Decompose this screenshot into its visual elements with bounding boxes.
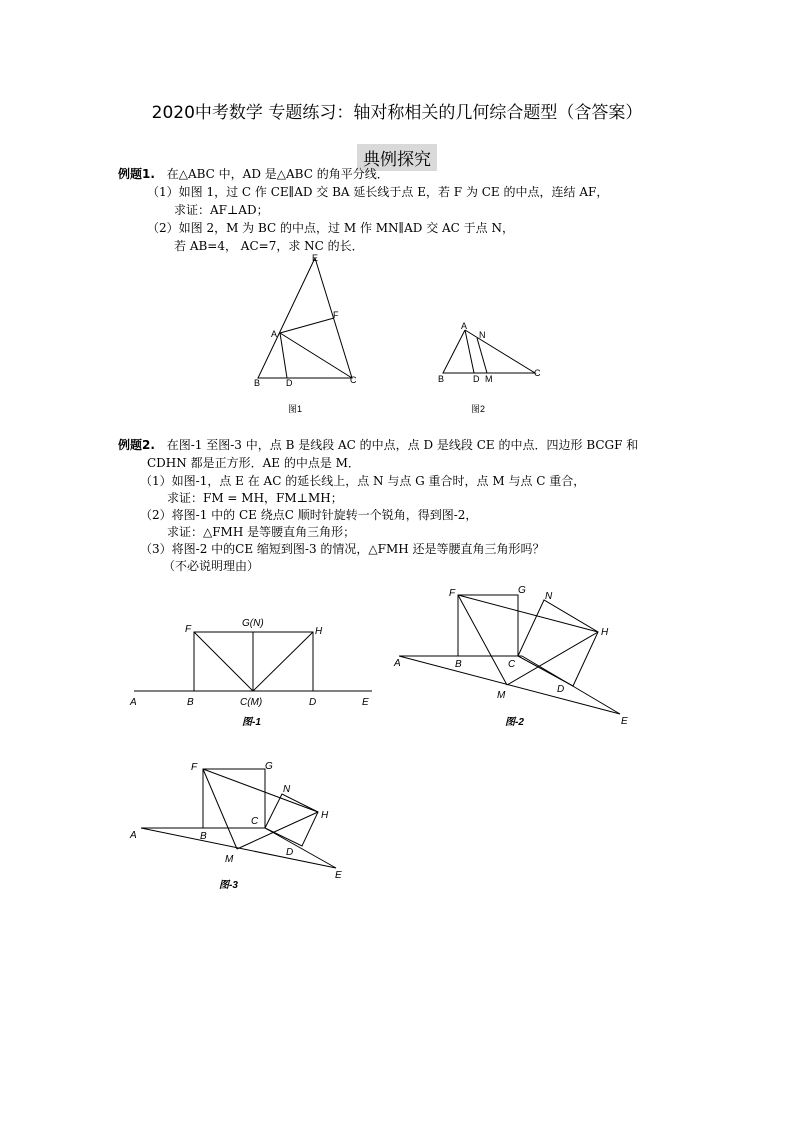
e2f1-label-CM: C(M) xyxy=(240,697,263,708)
example2-stem2: CDHN 都是正方形．AE 的中点是 M． xyxy=(147,456,360,470)
e2f2-square-BCGF xyxy=(458,595,518,656)
fig2-label-D: D xyxy=(473,374,480,384)
example1-q1: （1）如图 1，过 C 作 CE∥AD 交 BA 延长线于点 E，若 F 为 CE 的中点，连结 AF， xyxy=(147,185,609,199)
e3-segment-FM xyxy=(203,769,237,849)
fig1-caption: 图1 xyxy=(288,404,303,414)
example2-label: 例题2. xyxy=(118,438,155,452)
e2f2-label-D: D xyxy=(557,684,565,695)
e3-label-C: C xyxy=(251,816,259,827)
example1-stem: 在△ABC 中，AD 是△ABC 的角平分线． xyxy=(166,167,389,181)
e2f2-label-C: C xyxy=(508,659,516,670)
e3-label-H: H xyxy=(321,810,329,821)
example2-q1b: 求证：FM = MH，FM⊥MH； xyxy=(167,491,343,505)
e3-label-B: B xyxy=(200,831,207,842)
e2f2-label-F: F xyxy=(449,588,456,599)
e2f2-label-M: M xyxy=(497,690,506,701)
example2-q3b: （不必说明理由） xyxy=(163,559,260,573)
e2f2-segment-MH xyxy=(507,632,598,685)
e2f2-caption: 图-2 xyxy=(505,717,524,728)
example2-stem: 在图-1 至图-3 中，点 B 是线段 AC 的中点，点 D 是线段 CE 的中点．四边形 BCGF 和 xyxy=(166,438,639,452)
example1-q2: （2）如图 2，M 为 BC 的中点，过 M 作 MN∥AD 交 AC 于点 N， xyxy=(147,221,514,235)
e2f2-label-B: B xyxy=(455,659,462,670)
example2-q1: （1）如图-1，点 E 在 AC 的延长线上，点 N 与点 G 重合时，点 M 与点 C 重合， xyxy=(140,474,586,488)
e2f1-label-GN: G(N) xyxy=(242,618,264,629)
example1-label: 例题1. xyxy=(118,167,155,181)
e3-label-F: F xyxy=(191,762,198,773)
section-heading: 典例探究 xyxy=(357,144,437,171)
example2-q3: （3）将图-2 中的CE 缩短到图-3 的情况，△FMH 还是等腰直角三角形吗？ xyxy=(140,542,545,556)
e2f2-square-CDHN xyxy=(518,600,598,686)
fig2-label-N: N xyxy=(479,330,486,340)
fig2-label-M: M xyxy=(485,374,493,384)
document-title: 2020中考数学 专题练习：轴对称相关的几何综合题型（含答案） xyxy=(151,103,643,123)
e3-caption: 图-3 xyxy=(219,880,238,891)
e2f1-label-E: E xyxy=(362,697,369,708)
e2f1-caption: 图-1 xyxy=(242,717,261,728)
fig1-label-F: F xyxy=(333,310,339,320)
e3-label-A: A xyxy=(130,830,137,841)
e3-segment-FH xyxy=(203,769,318,812)
e2f2-segment-FH xyxy=(458,595,598,632)
fig1-label-C: C xyxy=(350,375,357,385)
fig2-label-C: C xyxy=(534,368,541,378)
e2f2-label-E: E xyxy=(621,716,628,727)
fig1-label-B: B xyxy=(254,378,261,388)
e2f1-segment-HM xyxy=(253,632,313,691)
e2f1-segment-FM xyxy=(194,632,253,691)
e2f2-label-H: H xyxy=(601,627,609,638)
e3-label-M: M xyxy=(225,854,234,865)
fig1-label-A: A xyxy=(271,329,278,339)
e2f1-label-B: B xyxy=(187,697,194,708)
example2-q2b: 求证：△FMH 是等腰直角三角形； xyxy=(167,525,356,539)
e2f2-segment-FM xyxy=(458,595,507,685)
e2f2-label-G: G xyxy=(518,585,526,596)
e3-label-D: D xyxy=(286,847,294,858)
e3-segment-MH xyxy=(237,812,318,849)
fig1-label-E: E xyxy=(312,253,319,263)
e3-label-E: E xyxy=(335,870,342,881)
e2f1-label-F: F xyxy=(185,624,192,635)
e2f2-label-A: A xyxy=(394,658,401,669)
e3-segment-CE xyxy=(265,828,336,868)
example2-q2: （2）将图-1 中的 CE 绕点C 顺时针旋转一个锐角，得到图-2， xyxy=(140,508,478,522)
e2f2-label-N: N xyxy=(545,591,553,602)
e3-label-N: N xyxy=(283,784,291,795)
e2f1-label-A: A xyxy=(130,697,137,708)
e3-label-G: G xyxy=(265,761,273,772)
fig2-label-B: B xyxy=(438,374,445,384)
example1-q1b: 求证：AF⊥AD； xyxy=(174,203,269,217)
e2f1-label-H: H xyxy=(315,626,323,637)
e2f1-label-D: D xyxy=(309,697,317,708)
fig2-label-A: A xyxy=(461,321,468,331)
fig2-caption: 图2 xyxy=(471,404,486,414)
e2f2-segment-CE xyxy=(522,656,620,714)
fig1-label-D: D xyxy=(286,378,293,388)
example1-q2b: 若 AB=4， AC=7，求 NC 的长． xyxy=(174,239,364,253)
